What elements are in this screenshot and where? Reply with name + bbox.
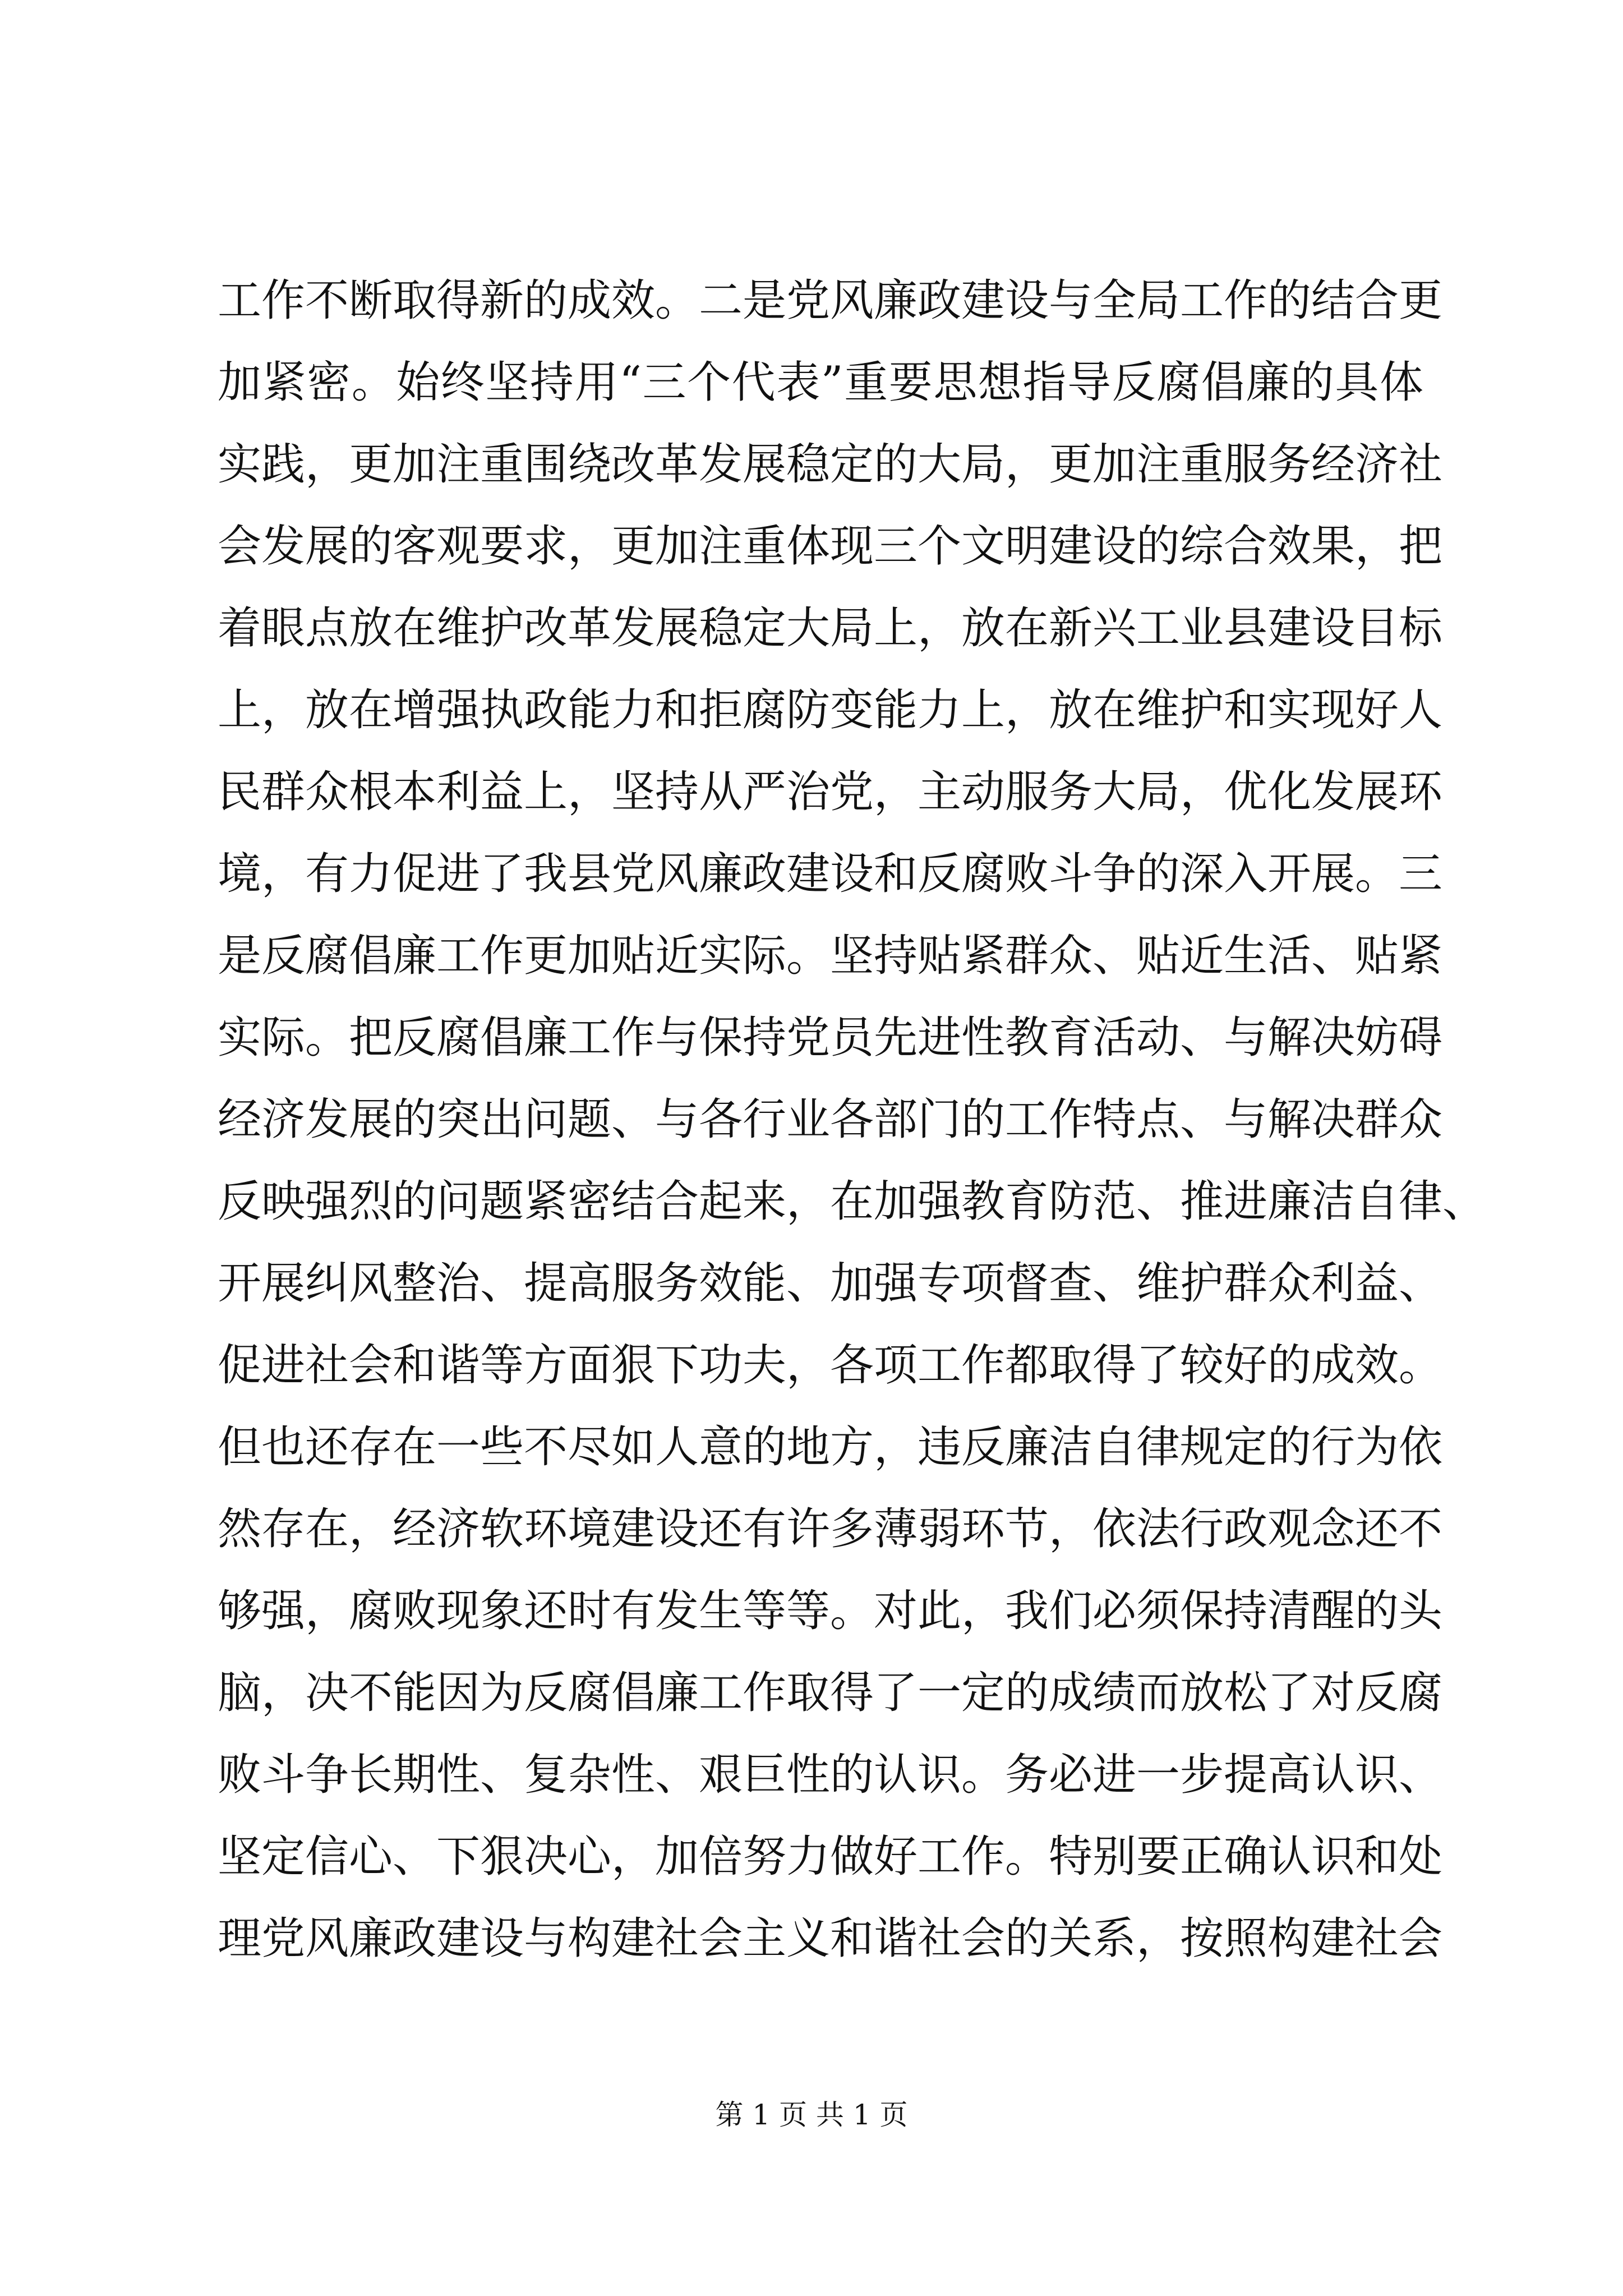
text-line: 开展纠风整治、提高服务效能、加强专项督查、维护群众利益、	[218, 1258, 1443, 1309]
text-line: 境，有力促进了我县党风廉政建设和反腐败斗争的深入开展。三	[218, 849, 1443, 899]
text-line: 着眼点放在维护改革发展稳定大局上，放在新兴工业县建设目标	[218, 603, 1443, 654]
text-line: 够强，腐败现象还时有发生等等。对此，我们必须保持清醒的头	[218, 1586, 1443, 1636]
text-line: 民群众根本利益上，坚持从严治党，主动服务大局，优化发展环	[218, 767, 1443, 817]
text-line: 促进社会和谐等方面狠下功夫，各项工作都取得了较好的成效。	[218, 1340, 1443, 1391]
text-line: 工作不断取得新的成效。二是党风廉政建设与全局工作的结合更	[218, 275, 1443, 326]
text-line: 实践，更加注重围绕改革发展稳定的大局，更加注重服务经济社	[218, 439, 1443, 490]
text-line: 败斗争长期性、复杂性、艰巨性的认识。务必进一步提高认识、	[218, 1750, 1443, 1800]
text-line: 理党风廉政建设与构建社会主义和谐社会的关系，按照构建社会	[218, 1913, 1443, 1964]
text-line: 反映强烈的问题紧密结合起来，在加强教育防范、推进廉洁自律、	[218, 1176, 1487, 1227]
text-line: 是反腐倡廉工作更加贴近实际。坚持贴紧群众、贴近生活、贴紧	[218, 931, 1443, 981]
text-line: 坚定信心、下狠决心，加倍努力做好工作。特别要正确认识和处	[218, 1832, 1443, 1882]
page-footer	[0, 2095, 1623, 2134]
text-line: 脑，决不能因为反腐倡廉工作取得了一定的成绩而放松了对反腐	[218, 1668, 1443, 1718]
text-line: 会发展的客观要求，更加注重体现三个文明建设的综合效果，把	[218, 521, 1443, 572]
text-line: 经济发展的突出问题、与各行业各部门的工作特点、与解决群众	[218, 1094, 1443, 1145]
text-line: 然存在，经济软环境建设还有许多薄弱环节，依法行政观念还不	[218, 1504, 1443, 1554]
text-line: 加紧密。始终坚持用“三个代表”重要思想指导反腐倡廉的具体	[218, 357, 1423, 408]
text-line: 实际。把反腐倡廉工作与保持党员先进性教育活动、与解决妨碍	[218, 1013, 1443, 1063]
document-body	[218, 260, 1487, 1980]
text-line: 上，放在增强执政能力和拒腐防变能力上，放在维护和实现好人	[218, 685, 1443, 735]
text-line: 但也还存在一些不尽如人意的地方，违反廉洁自律规定的行为依	[218, 1422, 1443, 1473]
page-number-label: 第 1 页 共 1 页	[715, 2099, 908, 2131]
